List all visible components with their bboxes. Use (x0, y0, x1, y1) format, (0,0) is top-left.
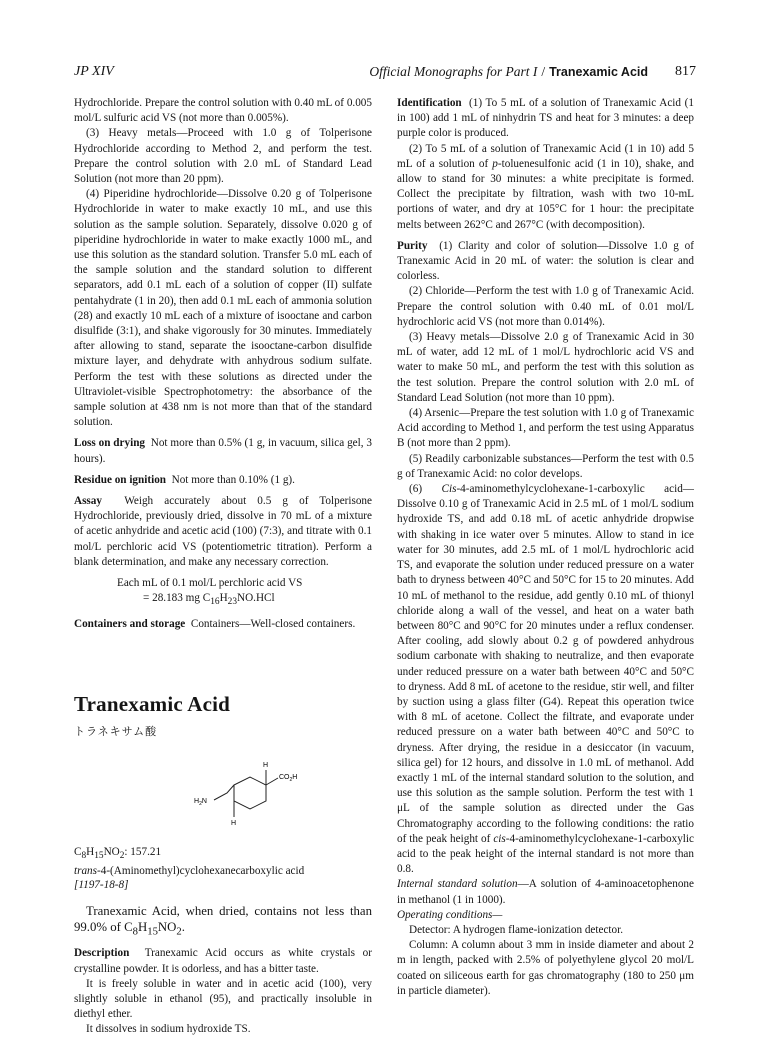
purity-label: Purity (397, 239, 428, 252)
identification-2-italic: p (492, 157, 498, 170)
purity-1-text: (1) Clarity and color of solution—Dissolve 1.0 g of Tranexamic Acid in 20 mL of water: the solution is clear and colorless. (397, 239, 694, 283)
formula-c: C (74, 846, 82, 859)
content-prefix: Tranexamic Acid, when dried, contains not less than 99.0% of C (74, 903, 372, 934)
paragraph-identification-2 (397, 142, 694, 233)
formula-h-sub: 15 (94, 851, 104, 862)
containers-text: Containers—Well-closed containers. (190, 617, 356, 630)
content-statement (74, 903, 372, 941)
cyclohexane-ring (234, 777, 266, 809)
paragraph-residue (74, 473, 372, 488)
carboxyl-co: CO (279, 774, 290, 782)
loss-on-drying-text: Not more than 0.5% (1 g, in vacuum, silica gel, 3 hours). (74, 437, 373, 465)
identification-1-text: (1) To 5 mL of a solution of Tranexamic Acid (1 in 100) add 1 mL of ninhydrin TS and heat for 3 minutes: a deep purple color is produced. (397, 97, 694, 140)
residue-label: Residue on ignition (74, 473, 167, 486)
running-header-right (369, 64, 648, 80)
paragraph-solubility: It is freely soluble in water and in acetic acid (100), very slightly soluble in ethanol (95), and practically insoluble in diethyl ether. (74, 977, 372, 1021)
formula-c-sub: 8 (81, 851, 87, 862)
equivalence-suffix: NO.HCl (236, 592, 275, 605)
paragraph-detector: Detector: A hydrogen flame-ionization detector. (409, 923, 624, 936)
chemical-name-rest: -4-(Aminomethyl)cyclohexanecarboxylic acid (97, 864, 305, 877)
chemical-name (74, 864, 372, 879)
loss-on-drying-label: Loss on drying (74, 437, 146, 450)
paragraph-continuation: Hydrochloride. Prepare the control solution with 0.40 mL of 0.005 mol/L sulfuric acid VS (not more than 0.005%). (74, 97, 372, 125)
paragraph-identification-1 (397, 96, 694, 142)
molecular-formula (74, 845, 372, 864)
header-separator: / (541, 64, 546, 79)
paragraph-sodium-hydroxide: It dissolves in sodium hydroxide TS. (86, 1023, 251, 1036)
paragraph-heavy-metals: (3) Heavy metals—Proceed with 1.0 g of Tolperisone Hydrochloride according to Method 2, and perform the test. Prepare the control solution with 2.0 mL of Standard Lead Solution (not more than 20 ppm). (74, 127, 372, 186)
purity-6-number: (6) (409, 483, 442, 496)
header-monograph-title: Tranexamic Acid (549, 65, 648, 79)
description-label: Description (74, 947, 130, 960)
internal-standard-label: Internal standard solution (397, 878, 518, 891)
h-top-label: H (263, 762, 269, 770)
subscript-c: 16 (210, 597, 220, 608)
japanese-name: トラネキサム酸 (74, 724, 158, 738)
equivalence-line-2 (74, 591, 372, 610)
purity-6-mu: μ (397, 802, 403, 815)
header-part-label: Official Monographs for Part I (369, 64, 538, 79)
paragraph-internal-standard (397, 877, 694, 907)
paragraph-description (74, 946, 372, 976)
paragraph-purity-3: (3) Heavy metals—Dissolve 2.0 g of Tranexamic Acid in 30 mL of water, add 12 mL of 1 mol/L hydrochloric acid VS and water to make 50 mL, and perform the test with this solution as the test solution. Prepare the control solution with 2.0 mL of Standard Lead Solution (not more than 10 ppm). (397, 331, 694, 404)
cas-number: [1197-18-8] (74, 879, 129, 892)
left-column (74, 96, 372, 1038)
content-sub-c: 8 (132, 926, 138, 938)
paragraph-purity-5: (5) Readily carbonizable substances—Perform the test with 0.5 g of Tranexamic Acid: no color develops. (397, 452, 694, 480)
formula-h: H (86, 846, 95, 859)
equivalence-line-1: Each mL of 0.1 mol/L perchloric acid VS (117, 577, 303, 590)
residue-text: Not more than 0.10% (1 g). (171, 473, 295, 486)
paragraph-loss-on-drying (74, 436, 372, 466)
amine-label (194, 798, 207, 807)
identification-2-a: (2) To 5 mL of a solution of Tranexamic Acid (1 in 10) add 5 mL of a solution of (397, 142, 694, 170)
description-text: Tranexamic Acid occurs as white crystals or crystalline powder. It is odorless, and has a bitter taste. (74, 947, 372, 975)
identification-2-b: -toluenesulfonic acid (1 in 10), shake, and allow to stand for 30 minutes: a white precipitate is formed. Collect the precipitate by filtration, wash with two 10-mL portions of water, and dry at 105°C for 1 hour: the precipitate melts between 262°C and 267°C (with decomposition). (397, 157, 694, 231)
column-mu: μ (679, 969, 686, 982)
purity-6-c: -4-aminomethylcyclohexane-1-carboxylic acid to the peak height of the internal standard is not more than 0.8. (397, 832, 694, 876)
amine-n: N (201, 798, 207, 806)
h-bottom-label: H (231, 820, 237, 828)
paragraph-assay (74, 494, 372, 570)
monograph-heading: Tranexamic Acid (74, 691, 231, 716)
equivalence-h: H (219, 592, 228, 605)
paragraph-containers (74, 617, 372, 632)
column-a: Column: A column about 3 mm in inside diameter and about 2 m in length, packed with 2.5% of polyethylene glycol 20 mol/L coated on siliceous earth for gas chromatography (180 to 250 (397, 939, 694, 982)
running-header-left: JP XIV (74, 64, 114, 79)
paragraph-column (397, 938, 694, 999)
content-sub-o: 2 (176, 926, 182, 938)
formula-weight: : 157.21 (124, 846, 162, 859)
assay-text: Weigh accurately about 0.5 g of Tolperisone Hydrochloride, previously dried, dissolve in 70 mL of a mixture of acetic anhydride and acetic acid (100) (7:3), and titrate with 0.1 mol/L perchloric acid VS (potentiometric titration). Perform a blank determination, and make any necessary correction. (74, 495, 372, 568)
internal-standard-text: —A solution of 4-aminoacetophenone in methanol (1 in 1000). (397, 878, 694, 906)
carboxyl-sub: 2 (289, 777, 293, 784)
content-sub-h: 15 (147, 926, 158, 938)
assay-label: Assay (74, 495, 102, 508)
right-column (397, 96, 694, 999)
paragraph-purity-2: (2) Chloride—Perform the test with 1.0 g of Tranexamic Acid. Prepare the control solution with 0.40 mL of 0.01 mol/L hydrochloric acid VS (not more than 0.014%). (397, 285, 694, 328)
purity-6-b: L of the sample solution as directed under the Gas Chromatography according to the following conditions: the ratio of the peak height of (397, 802, 694, 845)
paragraph-purity-1 (397, 239, 694, 285)
page-number: 817 (675, 64, 696, 79)
section-gap (74, 632, 372, 678)
carboxyl-bond (266, 778, 278, 785)
carboxyl-h: H (292, 774, 298, 782)
operating-conditions-label: Operating conditions— (397, 908, 503, 921)
amine-h: H (194, 798, 200, 806)
subscript-h: 23 (227, 597, 237, 608)
purity-6-a: -4-aminomethylcyclohexane-1-carboxylic acid—Dissolve 0.10 g of Tranexamic Acid in 2.5 mL of 1 mol/L sodium hydroxide TS, and add 0.18 mL of acetic anhydride dropwise with shaking in ice water over 5 minutes. Allow to stand in ice water for 30 minutes, add 2.5 mL of 1 mol/L hydrochloric acid TS, and evaporate the solution under reduced pressure on a water bath to dryness between 40°C and 50°C for 15 to 20 minutes. Add 10 mL of methanol to the residue, add gently 0.10 mL of thionyl chloride along a wall of the vessel, and heat on a water bath between 80°C and 90°C for 20 minutes under a reflux condenser. After cooling, add slowly about 0.2 g of powdered anhydrous sodium carbonate with shaking to neutralize, and then evaporate under reduced pressure on a water bath between 40°C and 50°C to dryness. Add 8 mL of acetone to the residue, stir well, and filter by suction using a glass filter (G4). Repeat this operation twice with 8 mL of acetone. Collect the filtrate, and evaporate under reduced pressure on a water bath between 40°C and 50°C to dryness. After drying, the residue in a desiccator (in vacuum, silica gel) for 12 hours, and dissolve in 1.0 mL of methanol. Add exactly 1 mL of the internal standard solution to the solution, and use this solution as the sample solution. Perform the test with 1 (397, 483, 694, 800)
formula-no: NO (103, 846, 120, 859)
purity-6-italic-2: cis (493, 832, 506, 845)
amine-sub: 2 (199, 801, 202, 808)
paragraph-purity-4: (4) Arsenic—Prepare the test solution with 1.0 g of Tranexamic Acid according to Method 1, and perform the test using Apparatus B (not more than 2 ppm). (397, 407, 694, 450)
containers-label: Containers and storage (74, 617, 186, 630)
column-b: m in particle diameter). (397, 969, 694, 997)
formula-o-sub: 2 (119, 851, 125, 862)
paragraph-purity-6 (397, 482, 694, 877)
identification-label: Identification (397, 97, 462, 109)
equivalence-statement (74, 576, 372, 611)
paragraph-piperidine: (4) Piperidine hydrochloride—Dissolve 0.20 g of Tolperisone Hydrochloride in water to make exactly 10 mL, and use this solution as the sample solution. Separately, dissolve 0.020 g of piperidine hydrochloride in water to make exactly 1000 mL, and use this solution as the standard solution. Transfer 5.0 mL each of the sample solution and the standard solution to different separators, add 0.1 mL each of a solution of copper (II) sulfate pentahydrate (1 in 20), then add 0.1 mL each of ammonia solution (28) and exactly 10 mL each of a mixture of isooctane and carbon disulfide (3:1), and shake vigorously for 30 minutes. Immediately after allowing to stand, separate the isooctane-carbon disulfide mixture layer, and dehydrate with anhydrous sodium sulfate. Perform the test with these solutions as directed under the Ultraviolet-visible Spectrophotometry: the absorbance of the sample solution at 438 nm is not more than that of the standard solution. (74, 188, 372, 429)
equivalence-prefix: = 28.183 mg C (143, 592, 211, 605)
purity-6-italic: Cis (441, 483, 457, 496)
aminomethyl-bond (214, 785, 234, 800)
carboxyl-label (279, 774, 297, 783)
content-end: . (181, 919, 185, 934)
content-no: NO (157, 919, 177, 934)
structural-formula (172, 745, 312, 837)
chemical-name-prefix: trans (74, 864, 98, 877)
content-h: H (137, 919, 148, 934)
